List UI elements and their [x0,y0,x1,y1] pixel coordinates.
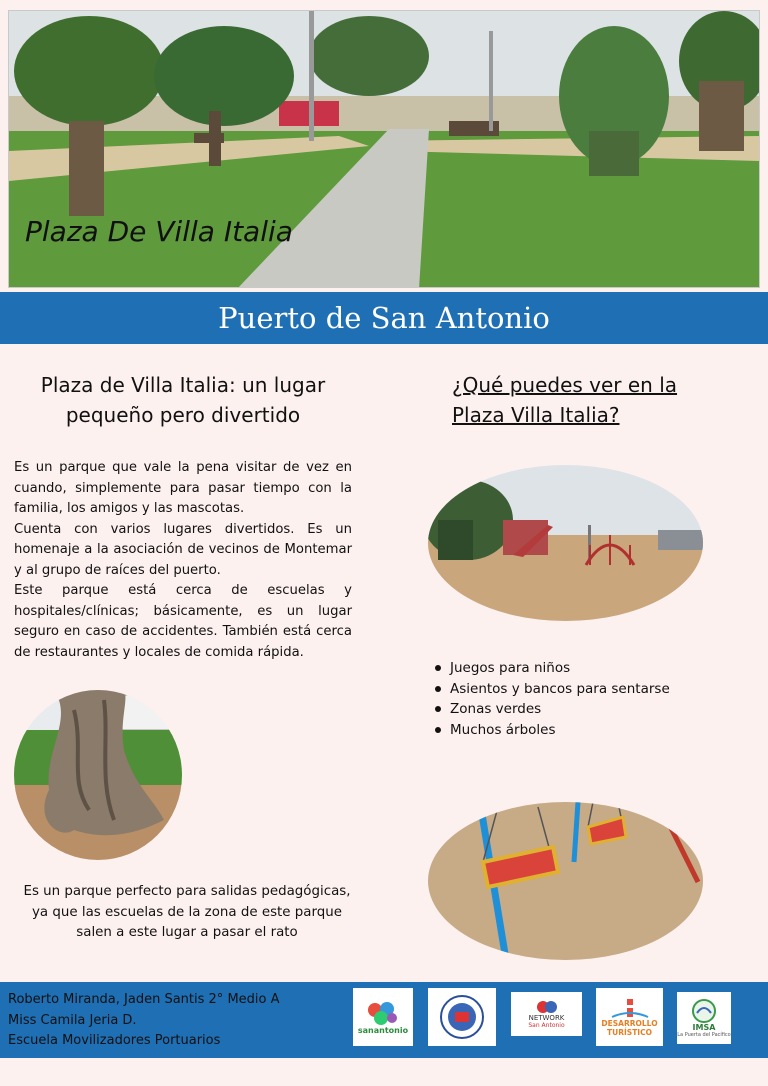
banner-title: Puerto de San Antonio [218,301,550,335]
logo-text: DESARROLLO [601,1019,658,1028]
right-heading-line1: ¿Qué puedes ver en la [452,373,678,397]
imsa-emblem-icon [691,999,717,1023]
imsa-logo [677,992,731,1044]
playground-photo [428,465,703,621]
list-item: Juegos para niños [432,658,732,679]
lighthouse-icon [610,997,650,1019]
sanantonio-logo [353,988,413,1046]
logo-text: TURÍSTICO [607,1028,652,1037]
list-item: Muchos árboles [432,720,732,741]
tree-trunk-photo [14,690,182,860]
school-logo [428,988,496,1046]
logo-text: San Antonio [528,1021,565,1029]
credit-line: Miss Camila Jeria D. [8,1012,137,1028]
credits [8,990,280,1052]
logo-text: La Puerta del Pacífico [677,1031,731,1038]
left-heading [18,370,348,430]
logo-text: NETWORK [528,1013,565,1022]
logo-text: IMSA [692,1022,716,1032]
list-item: Asientos y bancos para sentarse [432,679,732,700]
list-item: Zonas verdes [432,699,732,720]
logo-text: sanantonio [357,1025,409,1035]
paragraph: Es un parque que vale la pena visitar de vez en cuando, simplemente para pasar tiempo con la familia, los amigos y las mascotas. [14,460,352,516]
left-heading-line2: pequeño pero divertido [65,403,301,427]
hero-title: Plaza De Villa Italia [25,215,293,248]
features-list [432,658,732,740]
paragraph: Cuenta con varios lugares divertidos. Es un homenaje a la asociación de vecinos de Montemar y al grupo de raíces del puerto. [14,521,352,578]
right-heading-line2: Plaza Villa Italia? [452,403,620,427]
desarrollo-turistico-logo [596,988,663,1046]
school-seal-icon [439,994,485,1040]
network-heart-icon [536,1000,558,1014]
left-heading-line1: Plaza de Villa Italia: un lugar [40,373,326,397]
credit-line: Escuela Movilizadores Portuarios [8,1033,221,1048]
paragraph: Este parque está cerca de escuelas y hospitales/clínicas; básicamente, es un lugar seguro en caso de accidentes. También está cerca de restaurantes y locales de comida rápida. [14,583,352,660]
hero-photo [8,10,760,288]
left-body-text [14,458,352,663]
network-logo [511,992,582,1036]
right-heading [452,370,712,430]
caption-text: Es un parque perfecto para salidas pedagógicas, ya que las escuelas de la zona de este parque salen a este lugar a pasar el rato [23,884,351,940]
sanantonio-logo-icon [365,1000,401,1026]
title-banner [0,292,768,344]
credit-line: Roberto Miranda, Jaden Santis 2° Medio A [8,992,280,1007]
swings-photo [428,802,703,960]
footer [0,982,768,1058]
